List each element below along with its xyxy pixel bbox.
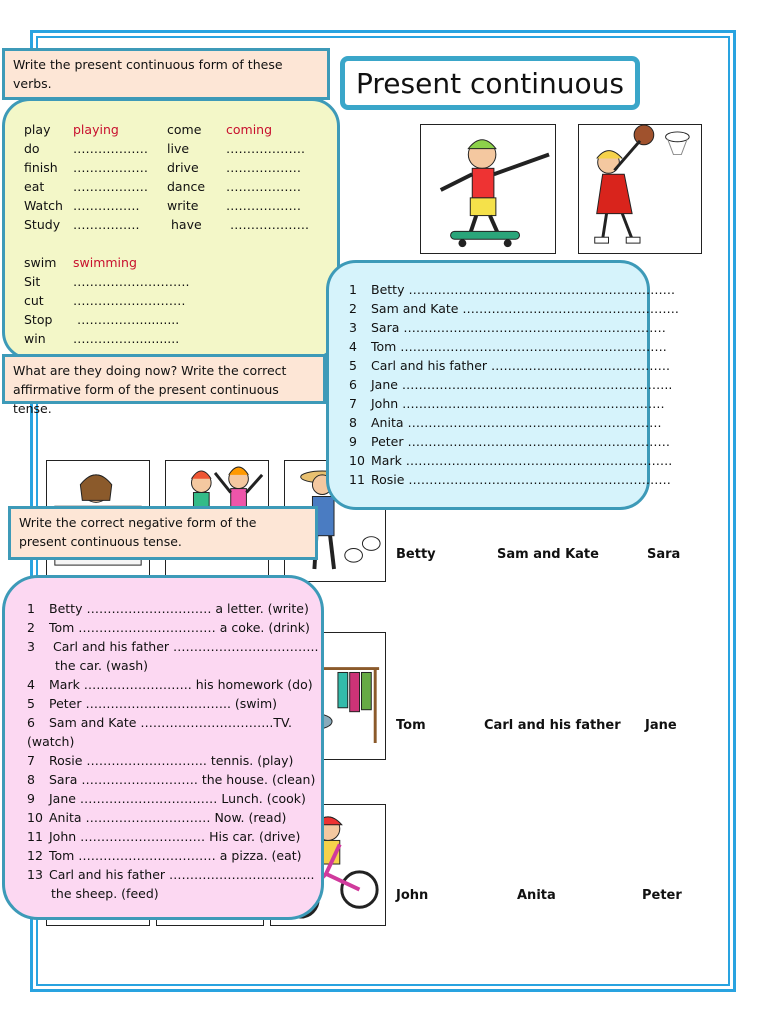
affirmative-item[interactable]: 10 Mark ………………………………………………………. bbox=[349, 453, 673, 468]
instruction-negative: Write the correct negative form of the present continuous tense. bbox=[8, 506, 318, 560]
negative-item[interactable]: 9 Jane …………………………… Lunch. (cook) bbox=[27, 791, 306, 806]
verb-base: dance bbox=[167, 179, 206, 194]
negative-item[interactable]: 2 Tom …………………………… a coke. (drink) bbox=[27, 620, 310, 635]
verb-base: Study bbox=[24, 217, 61, 232]
verb-answer-blank[interactable]: ………………. bbox=[230, 217, 309, 232]
label-anita: Anita bbox=[517, 888, 556, 903]
verb-answer-blank[interactable]: ……………. bbox=[73, 217, 140, 232]
negative-item-continuation: the car. (wash) bbox=[55, 658, 149, 673]
affirmative-item[interactable]: 7 John ……………………………………………………… bbox=[349, 396, 665, 411]
negative-item[interactable]: 12 Tom …………………………… a pizza. (eat) bbox=[27, 848, 302, 863]
verb-base: Sit bbox=[24, 274, 41, 289]
skateboard-boy-image bbox=[420, 124, 556, 254]
verb-base: win bbox=[24, 331, 46, 346]
affirmative-item[interactable]: 1 Betty ………………………………………………………. bbox=[349, 282, 675, 297]
negative-item-continuation: the sheep. (feed) bbox=[51, 886, 159, 901]
affirmative-item[interactable]: 5 Carl and his father ……………………………………. bbox=[349, 358, 671, 373]
verb-answer-blank[interactable]: ……………. bbox=[73, 198, 140, 213]
affirmative-item[interactable]: 4 Tom ………………………………………………………. bbox=[349, 339, 667, 354]
verb-base: live bbox=[167, 141, 190, 156]
verb-base: do bbox=[24, 141, 40, 156]
label-betty: Betty bbox=[396, 547, 436, 562]
instruction-affirmative: What are they doing now? Write the correct affirmative form of the present continuous tense. bbox=[2, 354, 326, 404]
label-jane: Jane bbox=[645, 718, 677, 733]
verb-base: write bbox=[167, 198, 199, 213]
verb-base: swim bbox=[24, 255, 57, 270]
negative-item[interactable]: 3 Carl and his father …………………………….. bbox=[27, 639, 319, 654]
label-carl-and-his-father: Carl and his father bbox=[484, 718, 621, 733]
basketball-girl-image bbox=[578, 124, 702, 254]
verb-exercise-box bbox=[2, 98, 340, 360]
negative-exercise-box bbox=[2, 575, 324, 920]
verb-answer-blank[interactable]: ……………… bbox=[226, 160, 301, 175]
verb-answer-blank[interactable]: ……………… bbox=[73, 141, 148, 156]
verb-base: cut bbox=[24, 293, 44, 308]
negative-item[interactable]: 10 Anita ………………………… Now. (read) bbox=[27, 810, 287, 825]
negative-item-continuation: (watch) bbox=[27, 734, 75, 749]
affirmative-item[interactable]: 9 Peter ……………………………………………………… bbox=[349, 434, 670, 449]
verb-answer-blank[interactable]: ……………… bbox=[73, 160, 148, 175]
negative-item[interactable]: 4 Mark …………………….. his homework (do) bbox=[27, 677, 313, 692]
verb-base: come bbox=[167, 122, 202, 137]
verb-answer: coming bbox=[226, 122, 273, 137]
affirmative-item[interactable]: 8 Anita ……………………………………………………. bbox=[349, 415, 662, 430]
label-tom: Tom bbox=[396, 718, 426, 733]
label-john: John bbox=[396, 888, 429, 903]
negative-item[interactable]: 13 Carl and his father …………………………….. bbox=[27, 867, 315, 882]
verb-answer-blank[interactable]: ………………. bbox=[226, 141, 305, 156]
verb-answer-blank[interactable]: ……………………… bbox=[73, 293, 186, 308]
negative-item[interactable]: 1 Betty ………………………… a letter. (write) bbox=[27, 601, 309, 616]
affirmative-item[interactable]: 11 Rosie ……………………………………………………… bbox=[349, 472, 671, 487]
verb-base: Stop bbox=[24, 312, 53, 327]
verb-answer-blank[interactable]: ……………… bbox=[226, 179, 301, 194]
negative-item[interactable]: 8 Sara ………………………. the house. (clean) bbox=[27, 772, 316, 787]
negative-item[interactable]: 6 Sam and Kate …………………………..TV. bbox=[27, 715, 292, 730]
affirmative-exercise-box bbox=[326, 260, 679, 510]
verb-base: drive bbox=[167, 160, 199, 175]
label-sara: Sara bbox=[647, 547, 681, 562]
verb-answer-blank[interactable]: ……………… bbox=[73, 179, 148, 194]
verb-answer-blank[interactable]: ……………........... bbox=[73, 331, 180, 346]
verb-answer-blank[interactable]: ………………………. bbox=[73, 274, 190, 289]
affirmative-item[interactable]: 3 Sara ……………………………………………………… bbox=[349, 320, 666, 335]
affirmative-item[interactable]: 6 Jane ……………………………………………………….. bbox=[349, 377, 673, 392]
instruction-verbs: Write the present continuous form of these verbs. bbox=[2, 48, 330, 100]
verb-answer-blank[interactable]: ……………… bbox=[226, 198, 301, 213]
verb-answer: playing bbox=[73, 122, 119, 137]
negative-item[interactable]: 5 Peter …………………………….. (swim) bbox=[27, 696, 278, 711]
negative-item[interactable]: 7 Rosie ……………………….. tennis. (play) bbox=[27, 753, 294, 768]
verb-base: have bbox=[171, 217, 202, 232]
label-sam-and-kate: Sam and Kate bbox=[497, 547, 599, 562]
verb-base: Watch bbox=[24, 198, 63, 213]
affirmative-item[interactable]: 2 Sam and Kate ……………………………………………. bbox=[349, 301, 679, 316]
label-peter: Peter bbox=[642, 888, 682, 903]
verb-base: eat bbox=[24, 179, 45, 194]
verb-answer-blank[interactable]: …………….......... bbox=[77, 312, 180, 327]
negative-item[interactable]: 11 John ………………………… His car. (drive) bbox=[27, 829, 301, 844]
verb-base: finish bbox=[24, 160, 58, 175]
page-title: Present continuous bbox=[340, 56, 640, 110]
verb-base: play bbox=[24, 122, 51, 137]
verb-answer: swimming bbox=[73, 255, 137, 270]
